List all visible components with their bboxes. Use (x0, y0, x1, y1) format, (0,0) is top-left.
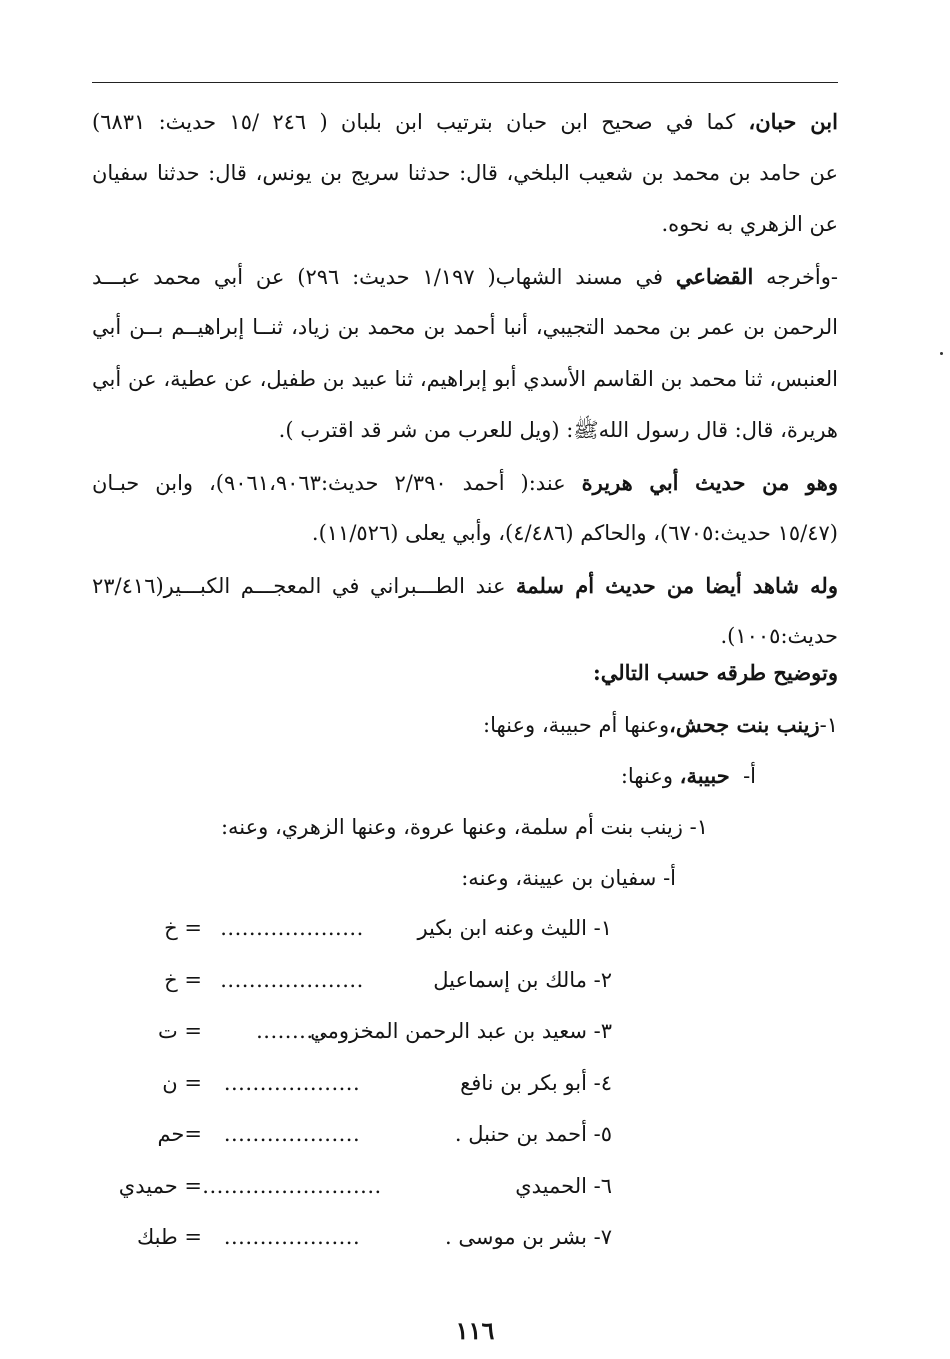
list-item (119, 1109, 612, 1161)
leader-dots: ................... (223, 1225, 361, 1249)
line-text: عن الزهري به نحوه. (661, 212, 838, 236)
text-line (92, 354, 838, 406)
text-line (92, 508, 838, 560)
line-text: عن حامد بن محمد بن شعيب البلخي، قال: حدثنا سريج بن يونس، قال: حدثنا سفيان (92, 160, 838, 185)
leader-dots: .................... (220, 967, 364, 992)
source-code: = طبك (136, 1225, 202, 1249)
line-text: كما في صحيح ابن حبان بترتيب ابن بلبان ( ٢٤٦ /١٥ حديث: ٦٨٣١) (92, 110, 749, 134)
text-line (92, 148, 838, 200)
leader-dots: .......... (256, 1019, 328, 1043)
leader-dots: ................... (223, 1070, 361, 1095)
leader-dots: .................... (220, 916, 364, 940)
line-text: وعنها أم حبيبة، وعنها: (483, 712, 670, 737)
outline-level-3 (92, 802, 838, 854)
text-line (92, 199, 838, 251)
bold-phrase: حبيبة، (679, 763, 730, 788)
bold-phrase: ابن حبان، (748, 109, 838, 134)
list-item (119, 1212, 612, 1264)
text-line (92, 457, 838, 509)
line-text: عند:( أحمد ٢/٣٩٠ حديث:٩٠٦١،٩٠٦٣)، وابن حبـان (92, 470, 582, 495)
source-code: = ت (157, 1019, 202, 1043)
source-code: = خ (164, 916, 202, 940)
bold-phrase: زينب بنت جحش، (669, 711, 820, 737)
source-code: = حميدي (118, 1173, 202, 1198)
narrator-name: ١- الليث وعنه ابن بكير (417, 916, 612, 940)
header-rule (92, 82, 838, 83)
line-text: العنبس، ثنا محمد بن القاسم الأسدي أبو إبراهيم، ثنا عبيد بن طفيل، عن عطية، عن أبي (92, 366, 838, 391)
scan-speck (940, 352, 943, 355)
outline-level-1 (92, 699, 838, 751)
bold-phrase: وهو من حديث أبي هريرة (581, 469, 838, 495)
line-text: في مسند الشهاب( ١/١٩٧ حديث: ٢٩٦) عن أبي محمد عبـــد (92, 264, 676, 289)
narrator-name: ٦- الحميدي (515, 1173, 612, 1198)
text-line (92, 405, 838, 457)
narrator-list (119, 903, 612, 1264)
list-item (119, 955, 612, 1007)
line-text: وعنها: (620, 764, 680, 788)
body-text (92, 96, 838, 663)
outline-level-4 (92, 853, 838, 905)
bold-phrase: القضاعي (675, 263, 754, 289)
text-line (92, 302, 838, 354)
outline-heading: وتوضيح طرقه حسب التالي: (592, 660, 838, 685)
line-text: -وأخرجه (753, 264, 839, 289)
leader-dots: ................... (223, 1122, 361, 1146)
item-number: أ- (743, 764, 756, 788)
item-number: ١- (819, 712, 838, 737)
text-line (92, 251, 838, 303)
line-text: هريرة، قال: قال رسول اللهﷺ: (ويل للعرب من شر قد اقترب ). (278, 418, 838, 442)
source-code: = ن (162, 1070, 202, 1095)
leader-dots: ......................... (202, 1173, 382, 1198)
text-line (92, 96, 838, 148)
list-item (119, 1006, 612, 1058)
source-code: =حم (157, 1122, 202, 1146)
list-item (119, 1058, 612, 1110)
line-text: سفيان بن عيينة، وعنه: (461, 866, 664, 890)
line-text: حديث:١٠٠٥). (720, 624, 838, 648)
line-text: زينب بنت أم سلمة، وعنها عروة، وعنها الزهري، وعنه: (220, 814, 690, 839)
line-text: الرحمن بن عمر بن محمد التجيبي، أنبا أحمد بن محمد بن زياد، ثنــا إبراهيــم بــن أبي (92, 315, 838, 339)
line-text: عند الطـــبراني في المعجـــم الكبـــير(٢٣/٤١٦ (92, 573, 517, 598)
bold-phrase: وله شاهد أيضا من حديث أم سلمة (516, 572, 838, 598)
line-text: (١٥/٤٧ حديث:٦٧٠٥)، والحاكم (٤/٤٨٦)، وأبي يعلى (١١/٥٢٦). (311, 521, 838, 545)
list-item (119, 903, 612, 955)
page-number: ١١٦ (455, 1316, 495, 1345)
narrator-name: ٢- مالك بن إسماعيل (433, 967, 612, 992)
source-code: = خ (164, 967, 202, 992)
item-number: أ- (663, 866, 676, 890)
narrator-name: ٥- أحمد بن حنبل . (454, 1122, 612, 1146)
chain-outline (92, 647, 838, 905)
list-item (119, 1161, 612, 1213)
narrator-name: ٣- سعيد بن عبد الرحمن المخزومي (310, 1019, 612, 1043)
outline-level-2 (92, 750, 838, 802)
narrator-name: ٤- أبو بكر بن نافع (460, 1070, 612, 1095)
item-number: ١- (689, 814, 708, 839)
narrator-name: ٧- بشر بن موسى . (445, 1225, 612, 1249)
text-line (92, 560, 838, 612)
